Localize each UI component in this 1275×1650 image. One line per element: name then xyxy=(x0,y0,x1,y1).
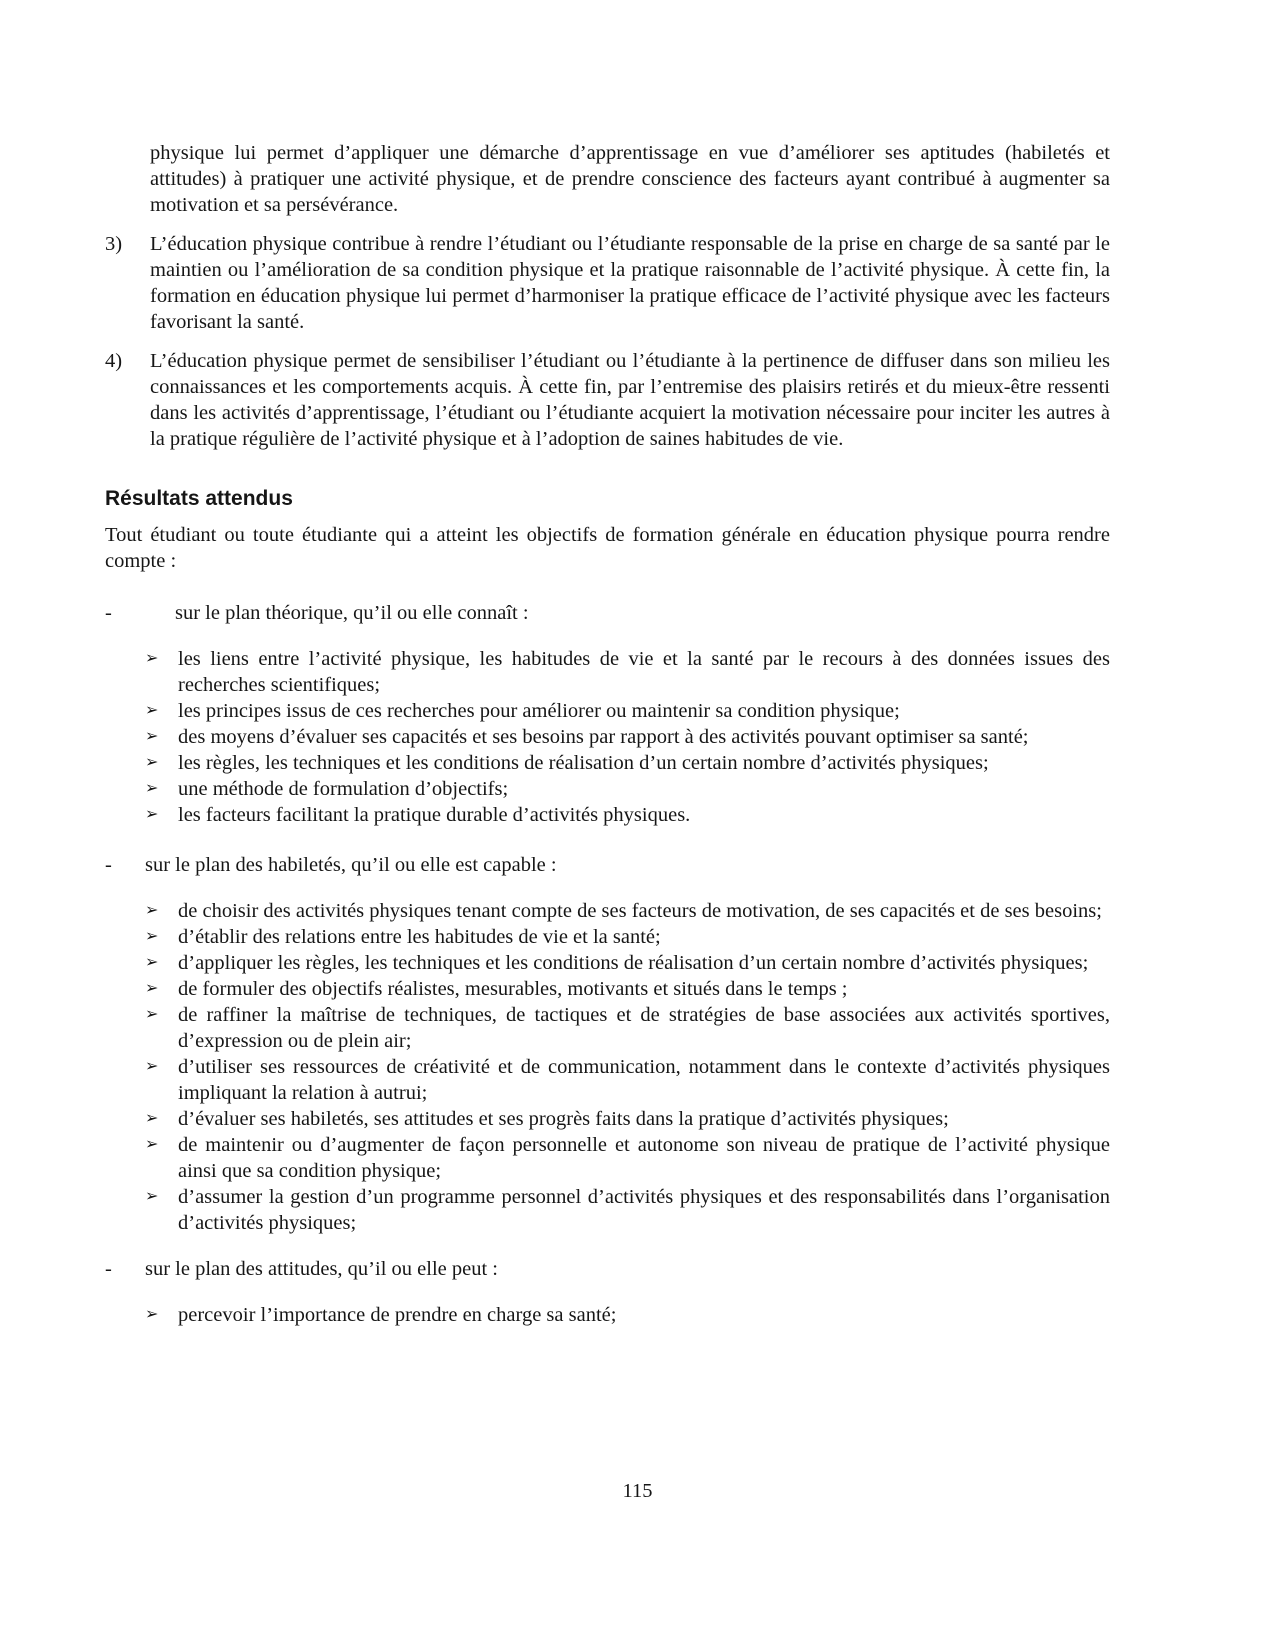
bullet-item xyxy=(105,1302,1110,1328)
arrow-bullet-icon: ➢ xyxy=(145,728,159,745)
bullet-text: percevoir l’importance de prendre en charge sa santé; xyxy=(178,1304,617,1326)
bullet-text: de maintenir ou d’augmenter de façon personnelle et autonome son niveau de pratique de l’activité physique ainsi que sa condition physique; xyxy=(178,1134,1110,1182)
bullet-item xyxy=(105,724,1110,750)
bullet-item xyxy=(105,698,1110,724)
bullet-item xyxy=(105,950,1110,976)
arrow-bullet-icon: ➢ xyxy=(145,928,159,945)
bullet-item xyxy=(105,1132,1110,1184)
numbered-paragraph-3 xyxy=(105,231,1110,335)
plan-label-text: sur le plan théorique, qu’il ou elle connaît : xyxy=(175,602,529,624)
arrow-bullet-icon: ➢ xyxy=(145,902,159,919)
page-number: 115 xyxy=(622,1480,653,1502)
paragraph-continuation: physique lui permet d’appliquer une démarche d’apprentissage en vue d’améliorer ses aptitudes (habiletés et attitudes) à pratiquer une activité physique, et de prendre conscience des facteurs ayant contribué à augmenter sa motivation et sa persévérance. xyxy=(150,142,1110,216)
arrow-bullet-icon: ➢ xyxy=(145,780,159,797)
bullet-list-habiletes xyxy=(105,898,1110,1236)
arrow-bullet-icon: ➢ xyxy=(145,1006,159,1023)
bullet-list-theorique xyxy=(105,646,1110,828)
bullet-text: de formuler des objectifs réalistes, mesurables, motivants et situés dans le temps ; xyxy=(178,978,848,1000)
bullet-item xyxy=(105,1184,1110,1236)
bullet-text: d’utiliser ses ressources de créativité et de communication, notamment dans le contexte d’activités physiques impliquant la relation à autrui; xyxy=(178,1056,1110,1104)
arrow-bullet-icon: ➢ xyxy=(145,1188,159,1205)
bullet-text: une méthode de formulation d’objectifs; xyxy=(178,778,509,800)
bullet-item xyxy=(105,1002,1110,1054)
bullet-text: les règles, les techniques et les conditions de réalisation d’un certain nombre d’activités physiques; xyxy=(178,752,989,774)
arrow-bullet-icon: ➢ xyxy=(145,806,159,823)
bullet-text: de raffiner la maîtrise de techniques, de tactiques et de stratégies de base associées aux activités sportives, d’expression ou de plein air; xyxy=(178,1004,1110,1052)
bullet-item xyxy=(105,646,1110,698)
section-lead: Tout étudiant ou toute étudiante qui a atteint les objectifs de formation générale en éducation physique pourra rendre compte : xyxy=(105,524,1110,572)
arrow-bullet-icon: ➢ xyxy=(145,1058,159,1075)
bullet-item xyxy=(105,802,1110,828)
item-text: L’éducation physique permet de sensibiliser l’étudiant ou l’étudiante à la pertinence de diffuser dans son milieu les connaissances et les comportements acquis. À cette fin, par l’entremise des plaisirs retirés et du mieux-être ressenti dans les activités d’apprentissage, l’étudiant ou l’étudiante acquiert la motivation nécessaire pour inciter les autres à la pratique régulière de l’activité physique et à l’adoption de saines habitudes de vie. xyxy=(150,350,1110,450)
arrow-bullet-icon: ➢ xyxy=(145,702,159,719)
section-heading: Résultats attendus xyxy=(105,487,293,510)
plan-label-text: sur le plan des attitudes, qu’il ou elle peut : xyxy=(145,1258,498,1280)
arrow-bullet-icon: ➢ xyxy=(145,1110,159,1127)
bullet-item xyxy=(105,1106,1110,1132)
arrow-bullet-icon: ➢ xyxy=(145,754,159,771)
plan-label-attitudes xyxy=(105,1256,1110,1282)
bullet-text: les facteurs facilitant la pratique durable d’activités physiques. xyxy=(178,804,691,826)
bullet-text: d’établir des relations entre les habitudes de vie et la santé; xyxy=(178,926,661,948)
dash-marker: - xyxy=(105,602,112,624)
item-text: L’éducation physique contribue à rendre l’étudiant ou l’étudiante responsable de la prise en charge de sa santé par le maintien ou l’amélioration de sa condition physique et la pratique raisonnable de l’activité physique. À cette fin, la formation en éducation physique lui permet d’harmoniser la pratique efficace de l’activité physique avec les facteurs favorisant la santé. xyxy=(150,233,1110,333)
bullet-text: des moyens d’évaluer ses capacités et ses besoins par rapport à des activités pouvant optimiser sa santé; xyxy=(178,726,1029,748)
bullet-text: d’évaluer ses habiletés, ses attitudes et ses progrès faits dans la pratique d’activités physiques; xyxy=(178,1108,949,1130)
bullet-item xyxy=(105,976,1110,1002)
plan-label-theorique xyxy=(105,600,1110,626)
bullet-item xyxy=(105,776,1110,802)
bullet-text: les principes issus de ces recherches pour améliorer ou maintenir sa condition physique; xyxy=(178,700,900,722)
bullet-item xyxy=(105,924,1110,950)
arrow-bullet-icon: ➢ xyxy=(145,1136,159,1153)
bullet-item xyxy=(105,750,1110,776)
arrow-bullet-icon: ➢ xyxy=(145,650,159,667)
document-content xyxy=(105,140,1110,1328)
bullet-text: de choisir des activités physiques tenant compte de ses facteurs de motivation, de ses capacités et de ses besoins; xyxy=(178,900,1102,922)
numbered-paragraph-4 xyxy=(105,348,1110,452)
bullet-item xyxy=(105,898,1110,924)
bullet-text: d’appliquer les règles, les techniques et les conditions de réalisation d’un certain nombre d’activités physiques; xyxy=(178,952,1089,974)
dash-marker: - xyxy=(105,1258,112,1280)
arrow-bullet-icon: ➢ xyxy=(145,1306,159,1323)
arrow-bullet-icon: ➢ xyxy=(145,954,159,971)
bullet-text: les liens entre l’activité physique, les habitudes de vie et la santé par le recours à des données issues des recherches scientifiques; xyxy=(178,648,1110,696)
bullet-item xyxy=(105,1054,1110,1106)
bullet-list-attitudes xyxy=(105,1302,1110,1328)
item-number: 3) xyxy=(105,233,123,255)
item-number: 4) xyxy=(105,350,123,372)
dash-marker: - xyxy=(105,854,112,876)
plan-label-habiletes xyxy=(105,852,1110,878)
arrow-bullet-icon: ➢ xyxy=(145,980,159,997)
bullet-text: d’assumer la gestion d’un programme personnel d’activités physiques et des responsabilités dans l’organisation d’activités physiques; xyxy=(178,1186,1110,1234)
plan-label-text: sur le plan des habiletés, qu’il ou elle est capable : xyxy=(145,854,557,876)
